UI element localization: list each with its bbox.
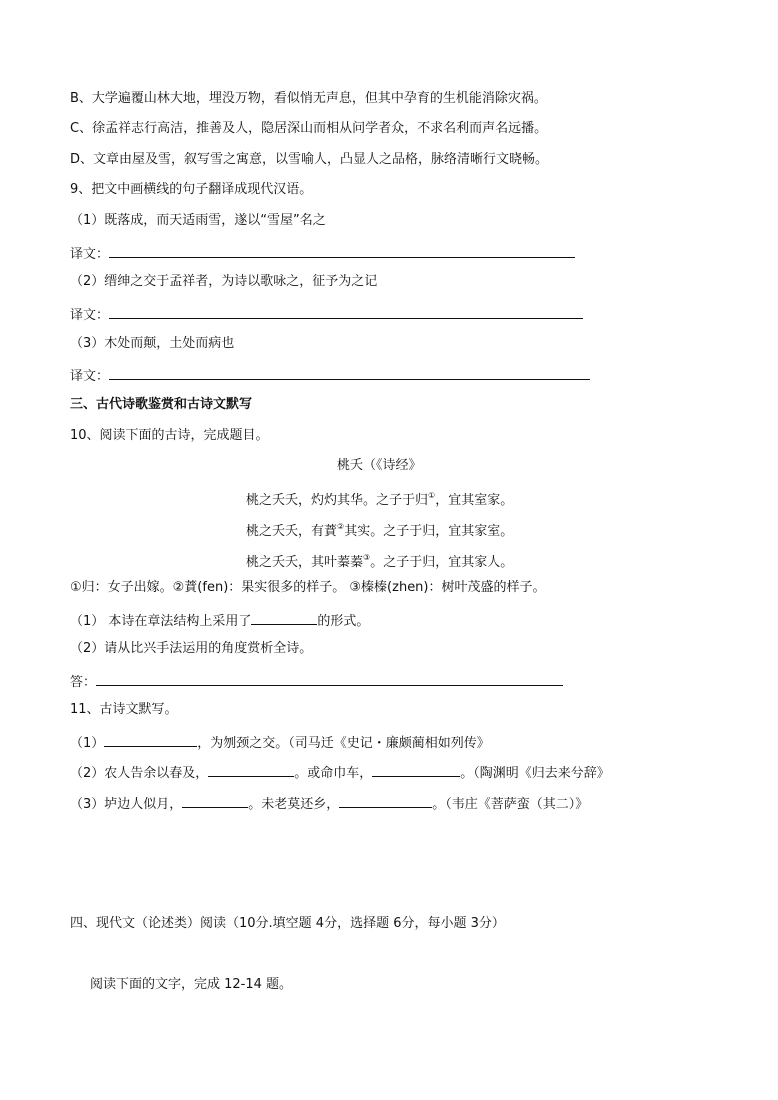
reading-instruction: 阅读下面的文字，完成 12-14 题。 [90,977,293,992]
poem-line-1 [246,487,513,510]
question-text: 。（韦庄《菩萨蛮（其二）》 [432,797,589,812]
q9-answer-2 [70,304,583,325]
poem-text: 桃之夭夭，其叶蓁蓁 [246,555,364,570]
footnote-mark: ① [428,491,436,500]
q11-item-1 [70,732,490,753]
poem-text: 。之子于归，宜其家人。 [370,555,514,570]
q9-answer-3 [70,365,590,386]
option-b: B、大学遍覆山林大地，埋没万物，看似悄无声息，但其中孕育的生机能消除灾祸。 [70,91,547,106]
q9-item-2: （2）缙绅之交于孟祥者，为诗以歌咏之，征予为之记 [70,274,378,289]
question-text: ，为刎颈之交。（司马迁《史记・廉颇蔺相如列传》 [197,736,490,751]
footnote-mark: ③ [363,553,371,562]
answer-label: 答： [70,675,97,690]
question-text: 。或命巾车， [294,766,373,781]
answer-blank[interactable] [96,671,563,686]
q10-item-1 [70,610,369,631]
poem-line-2 [246,518,513,541]
answer-blank[interactable] [208,762,294,777]
option-c: C、徐孟祥志行高洁，推善及人，隐居深山而相从问学者众，不求名利而声名远播。 [70,121,548,136]
section-4-heading: 四、现代文（论述类）阅读（10分.填空题 4分，选择题 6分，每小题 3分） [70,916,505,931]
question-text: 。未老莫还乡， [248,797,340,812]
poem-text: 其实。之子于归，宜其家室。 [344,524,514,539]
q9-item-3: （3）木处而颠，土处而病也 [70,336,235,351]
answer-blank[interactable] [372,762,460,777]
poem-title: 桃夭（《诗经》 [337,458,422,473]
translation-label: 译文： [70,308,110,323]
answer-blank[interactable] [339,793,432,808]
question-text: 。（陶渊明《归去来兮辞》 [460,766,610,781]
option-d: D、文章由屋及雪，叙写雪之寓意，以雪喻人，凸显人之品格，脉络清晰行文晓畅。 [70,152,549,167]
translation-label: 译文： [70,247,110,262]
question-10: 10、阅读下面的古诗，完成题目。 [70,428,269,443]
poem-text: 桃之夭夭，灼灼其华。之子于归 [246,493,429,508]
section-3-heading: 三、古代诗歌鉴赏和古诗文默写 [70,397,253,412]
answer-blank[interactable] [251,610,317,625]
q9-item-1: （1）既落成，而天适雨雪，遂以“雪屋”名之 [70,213,326,228]
footnote-mark: ② [337,522,345,531]
answer-blank[interactable] [109,365,590,380]
question-text: （2）农人告余以春及， [70,766,209,781]
question-text: （1） [70,736,105,751]
question-text: （3）垆边人似月， [70,797,183,812]
q10-item-2: （2）请从比兴手法运用的角度赏析全诗。 [70,641,313,656]
poem-notes: ①归：女子出嫁。②蕡(fen)：果实很多的样子。 ③榛榛(zhen)：树叶茂盛的样子。 [70,580,546,595]
q11-item-3 [70,793,588,814]
q9-answer-1 [70,243,575,264]
q11-item-2 [70,762,610,783]
q10-answer [70,671,563,692]
question-9: 9、把文中画横线的句子翻译成现代汉语。 [70,182,313,197]
answer-blank[interactable] [104,732,197,747]
answer-blank[interactable] [109,243,575,258]
answer-blank[interactable] [182,793,248,808]
answer-blank[interactable] [109,304,583,319]
question-text: 的形式。 [317,614,370,629]
question-text: （1） 本诗在章法结构上采用了 [70,614,252,629]
poem-text: 桃之夭夭，有蕡 [246,524,338,539]
poem-text: ，宜其室家。 [435,493,514,508]
translation-label: 译文： [70,369,110,384]
poem-line-3 [246,549,513,572]
question-11: 11、古诗文默写。 [70,702,178,717]
